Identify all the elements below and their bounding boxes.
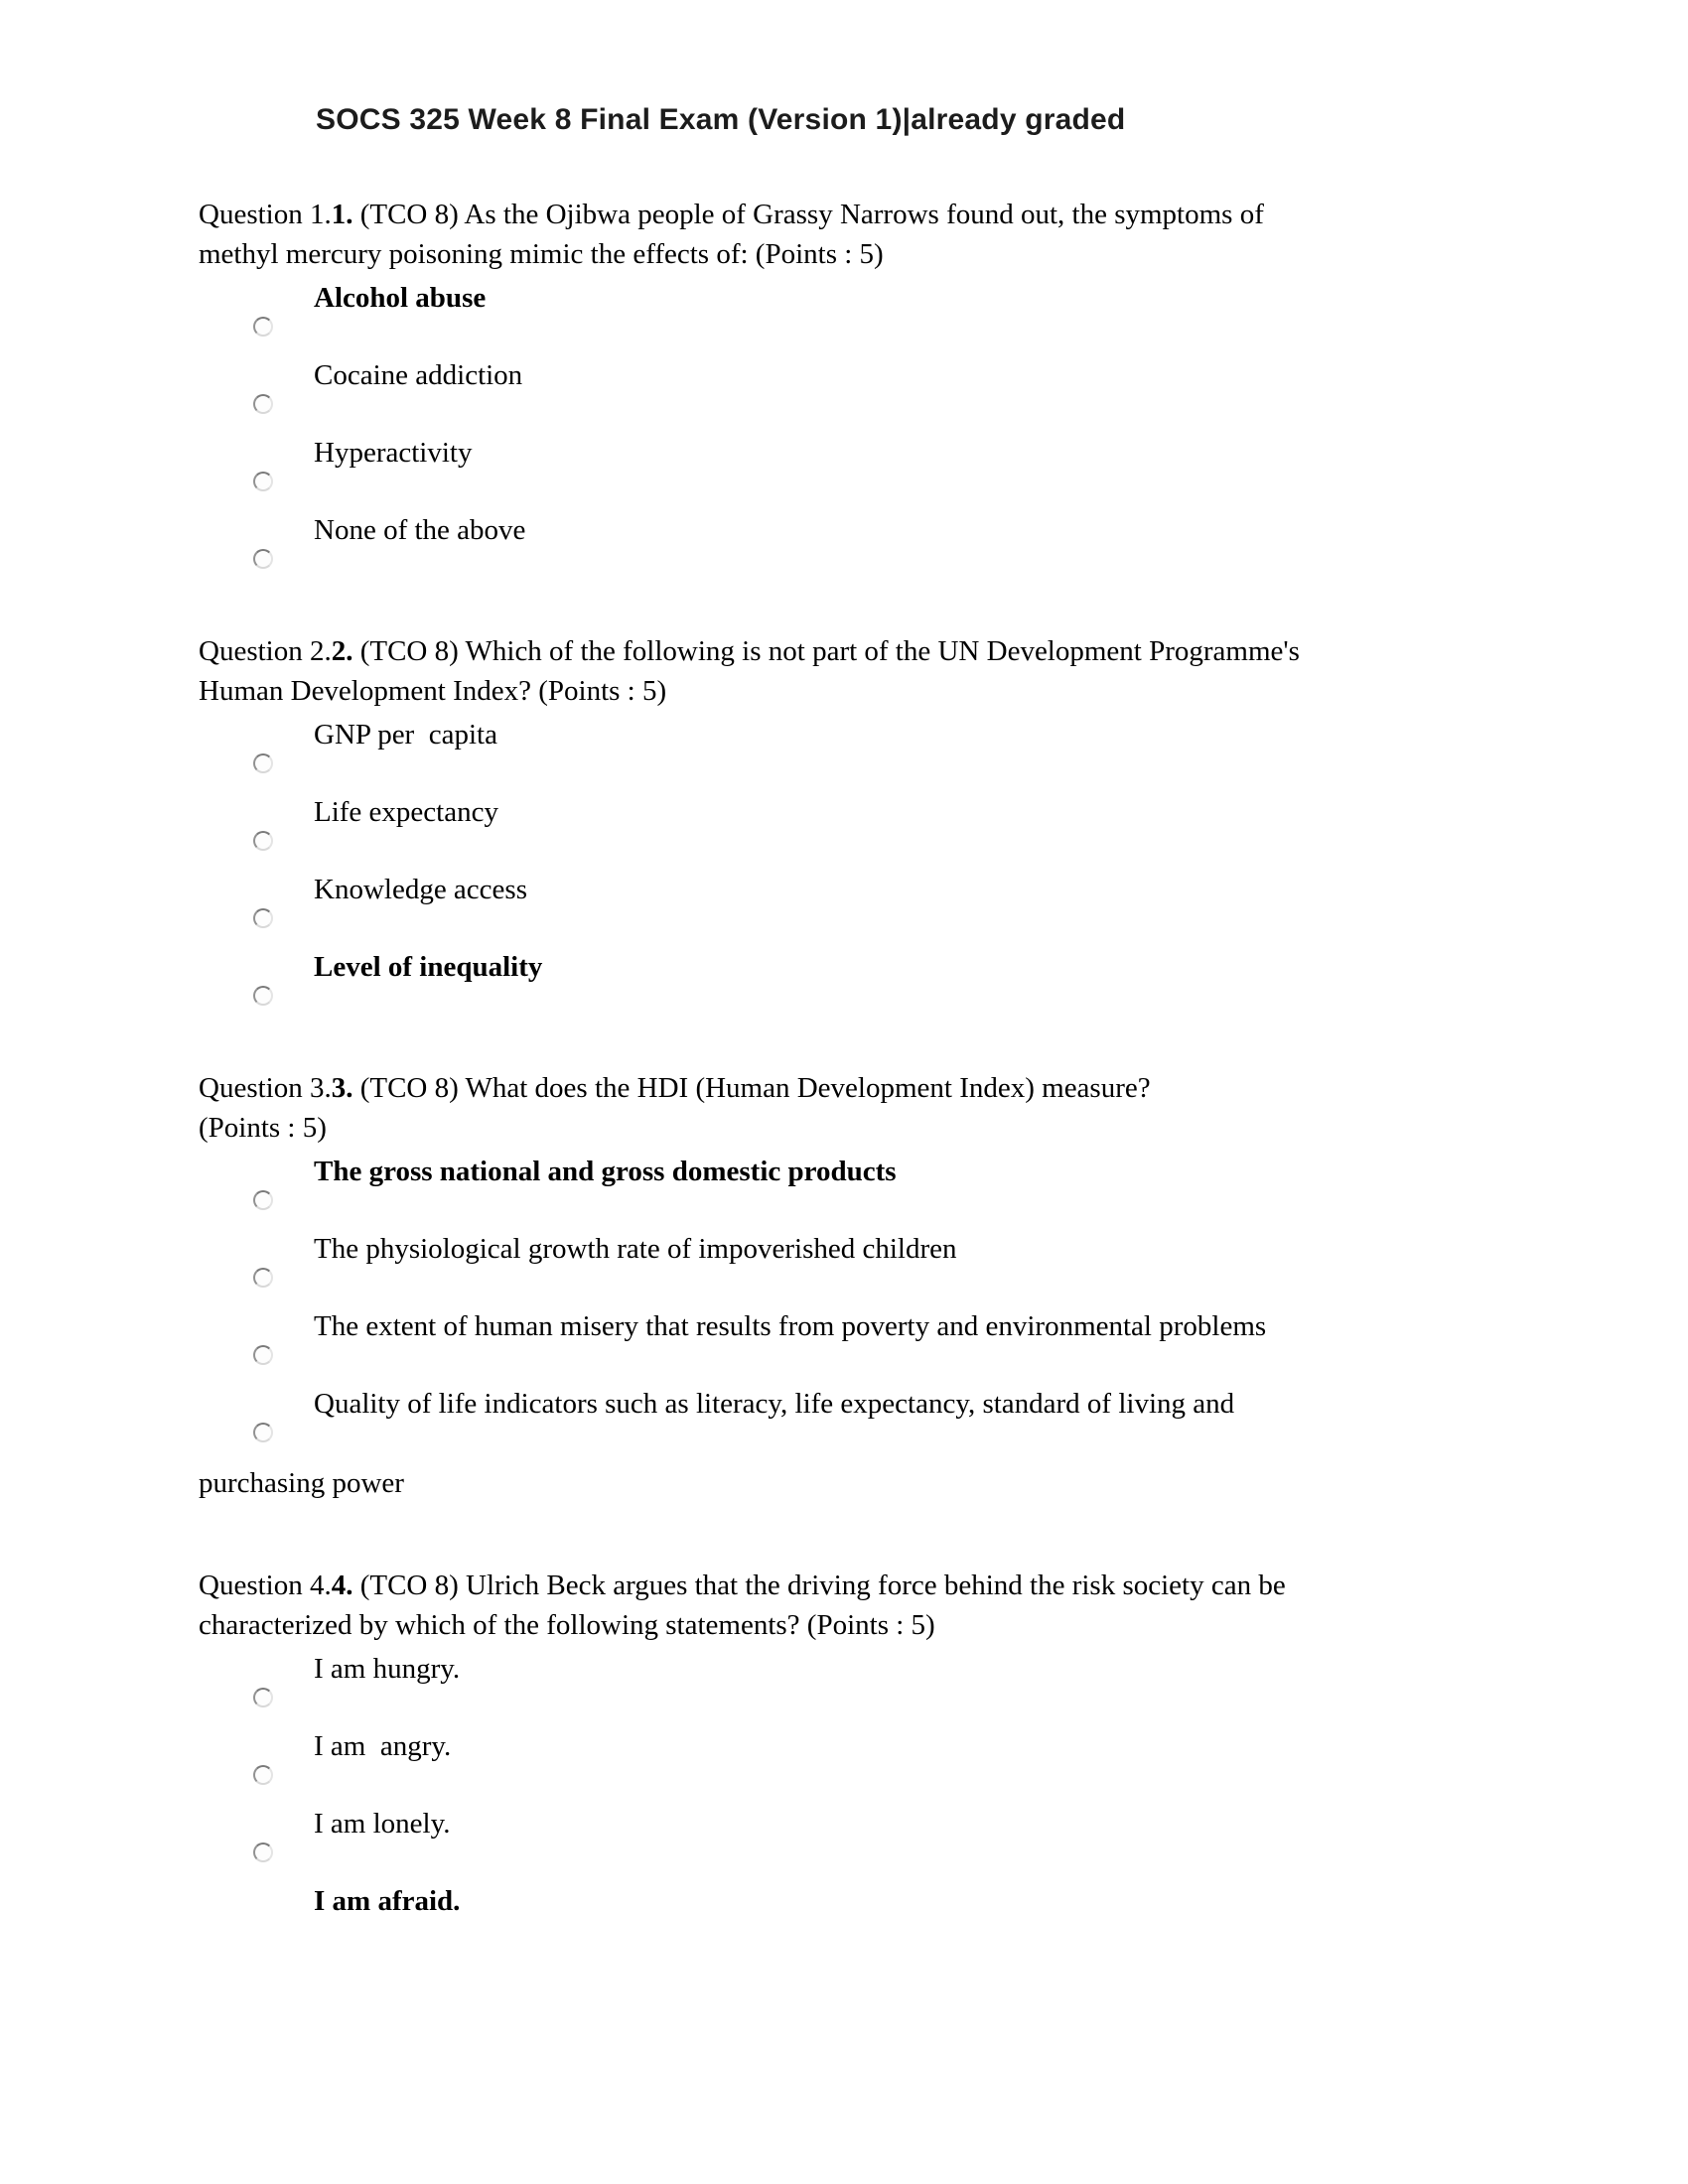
question-number-bold: 2. — [331, 635, 353, 667]
question-line-text: (TCO 8) What does the HDI (Human Development Index) measure? — [352, 1072, 1151, 1104]
radio-button-icon[interactable] — [253, 986, 273, 1006]
option-label: Knowledge access — [314, 874, 527, 905]
answer-option — [314, 1306, 1499, 1365]
answer-option — [314, 1881, 1499, 1921]
question-number-bold: 3. — [331, 1072, 353, 1104]
question-first-line — [199, 1068, 1499, 1108]
radio-button-icon[interactable] — [253, 1190, 273, 1210]
answer-option — [314, 1649, 1499, 1707]
answer-option — [314, 1726, 1499, 1785]
radio-button-icon[interactable] — [253, 472, 273, 491]
question-block — [199, 1068, 1499, 1503]
answer-option — [314, 1152, 1499, 1210]
question-number: Question 3. — [199, 1072, 332, 1104]
radio-button-icon[interactable] — [253, 1843, 273, 1862]
option-label: Cocaine addiction — [314, 359, 523, 391]
question-text — [199, 1566, 1499, 1645]
options-list — [199, 1649, 1499, 1921]
question-block — [199, 195, 1499, 569]
option-label: Life expectancy — [314, 796, 498, 828]
question-line: Human Development Index? (Points : 5) — [199, 675, 667, 707]
radio-button-icon[interactable] — [253, 753, 273, 773]
option-label: The extent of human misery that results from poverty and environmental problems — [314, 1310, 1267, 1342]
option-label: Level of inequality — [314, 951, 543, 983]
answer-option — [314, 1229, 1499, 1288]
question-number: Question 4. — [199, 1570, 332, 1601]
question-text — [199, 631, 1499, 711]
radio-button-icon[interactable] — [253, 831, 273, 851]
question-first-line — [199, 1566, 1499, 1605]
option-label: Hyperactivity — [314, 437, 473, 469]
options-list — [199, 715, 1499, 1006]
question-line-text: (TCO 8) As the Ojibwa people of Grassy Narrows found out, the symptoms of — [352, 199, 1264, 230]
question-text — [199, 195, 1499, 274]
radio-button-icon[interactable] — [253, 317, 273, 337]
answer-option — [314, 278, 1499, 337]
question-first-line — [199, 631, 1499, 671]
question-text — [199, 1068, 1499, 1148]
radio-button-icon[interactable] — [253, 549, 273, 569]
answer-option — [314, 510, 1499, 569]
question-line-text: (TCO 8) Which of the following is not part of the UN Development Programme's — [352, 635, 1300, 667]
option-continuation-text: purchasing power — [199, 1467, 404, 1499]
question-line: characterized by which of the following statements? (Points : 5) — [199, 1609, 935, 1641]
option-label: GNP per capita — [314, 719, 497, 751]
options-list — [199, 1152, 1499, 1503]
question-line: methyl mercury poisoning mimic the effects of: (Points : 5) — [199, 238, 884, 270]
answer-option — [314, 870, 1499, 928]
question-block — [199, 1566, 1499, 1921]
option-label: I am hungry. — [314, 1653, 461, 1685]
option-label: Quality of life indicators such as literacy, life expectancy, standard of living and — [314, 1388, 1235, 1420]
question-line-text: (TCO 8) Ulrich Beck argues that the driving force behind the risk society can be — [352, 1570, 1286, 1601]
answer-option — [314, 355, 1499, 414]
radio-button-icon[interactable] — [253, 394, 273, 414]
option-label: I am angry. — [314, 1730, 452, 1762]
option-label: I am afraid. — [314, 1885, 461, 1917]
answer-option — [314, 715, 1499, 773]
radio-button-icon[interactable] — [253, 1765, 273, 1785]
question-block — [199, 631, 1499, 1006]
option-label: Alcohol abuse — [314, 282, 487, 314]
radio-button-icon[interactable] — [253, 908, 273, 928]
question-number: Question 1. — [199, 199, 332, 230]
option-label: The physiological growth rate of impoverished children — [314, 1233, 957, 1265]
radio-button-icon[interactable] — [253, 1268, 273, 1288]
option-label: I am lonely. — [314, 1808, 451, 1840]
question-number: Question 2. — [199, 635, 332, 667]
radio-button-icon[interactable] — [253, 1345, 273, 1365]
page-title: SOCS 325 Week 8 Final Exam (Version 1)|already graded — [316, 103, 1126, 136]
answer-option — [314, 792, 1499, 851]
answer-option — [314, 947, 1499, 1006]
radio-button-icon[interactable] — [253, 1688, 273, 1707]
options-list — [199, 278, 1499, 569]
answer-option — [199, 1384, 1499, 1503]
question-number-bold: 1. — [331, 199, 353, 230]
question-line: (Points : 5) — [199, 1112, 327, 1144]
option-label: The gross national and gross domestic products — [314, 1156, 897, 1187]
question-number-bold: 4. — [331, 1570, 353, 1601]
questions-container — [199, 195, 1499, 1921]
radio-button-icon[interactable] — [253, 1423, 273, 1442]
question-first-line — [199, 195, 1499, 234]
answer-option — [314, 433, 1499, 491]
answer-option — [314, 1804, 1499, 1862]
option-label: None of the above — [314, 514, 526, 546]
